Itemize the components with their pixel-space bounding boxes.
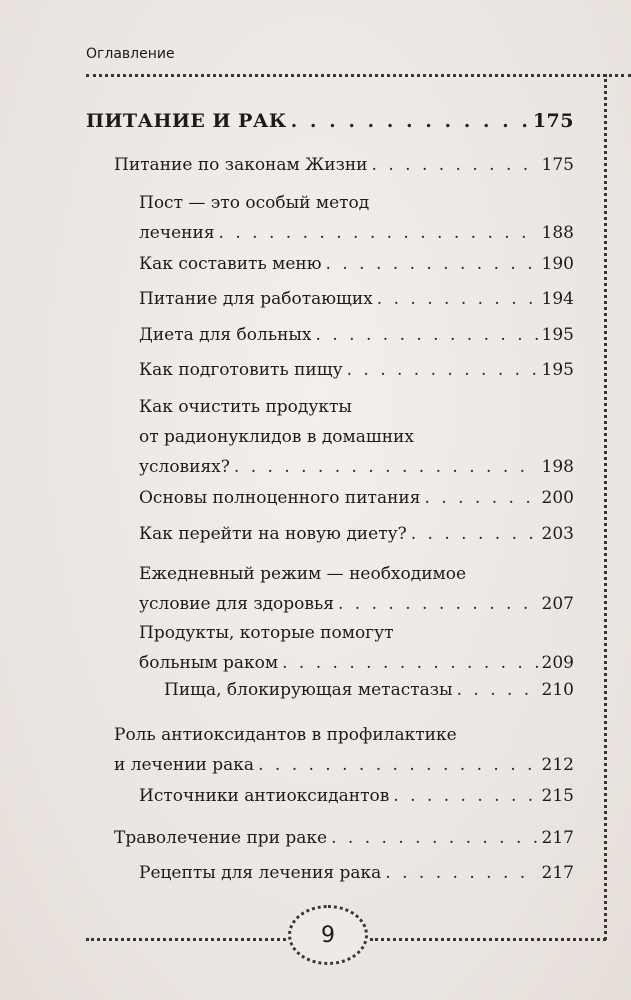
toc-entry-title: Как перейти на новую диету? — [139, 524, 407, 544]
toc-entry[interactable] — [139, 320, 574, 350]
dot-leader — [372, 150, 538, 180]
toc-entry[interactable] — [114, 720, 574, 780]
toc-entry-chapter[interactable] — [86, 106, 574, 136]
toc-entry[interactable] — [139, 781, 574, 811]
toc-entry[interactable] — [139, 858, 574, 888]
toc-entry-title-line: Как очистить продукты — [139, 397, 352, 417]
toc-entry-title: лечения — [139, 223, 215, 243]
toc-entry-title: и лечении рака — [114, 755, 255, 775]
toc-entry[interactable] — [139, 392, 574, 482]
toc-entry-title: условиях? — [139, 457, 230, 477]
dot-leader — [282, 648, 537, 678]
toc-entry-title-line: Ежедневный режим — необходимое — [139, 564, 467, 584]
toc-entry-title: ПИТАНИЕ И РАК — [86, 110, 287, 132]
dot-leader — [457, 675, 538, 705]
toc-entry-page: 195 — [541, 325, 574, 345]
toc-entry-title-line: Продукты, которые помогут — [139, 623, 394, 643]
dot-leader — [234, 452, 538, 482]
toc-entry-title: Рецепты для лечения рака — [139, 863, 382, 883]
dotted-frame-right — [604, 74, 607, 940]
toc-entry-page: 203 — [541, 524, 574, 544]
toc-entry-page: 198 — [541, 457, 574, 477]
dotted-frame-bottom-left — [86, 938, 286, 941]
section-label: Оглавление — [86, 46, 175, 62]
toc-entry-title: условие для здоровья — [139, 594, 334, 614]
toc-entry-title-line: Пост — это особый метод — [139, 193, 370, 213]
toc-entry[interactable] — [139, 249, 574, 279]
toc-entry-page: 175 — [541, 155, 574, 175]
toc-entry-page: 195 — [541, 360, 574, 380]
dot-leader — [377, 284, 538, 314]
dot-leader — [219, 218, 538, 248]
dot-leader — [393, 781, 537, 811]
toc-entry-page: 200 — [541, 488, 574, 508]
toc-entry-page: 175 — [532, 110, 574, 132]
dot-leader — [411, 519, 538, 549]
toc-entry-title: Основы полноценного питания — [139, 488, 421, 508]
toc-entry[interactable] — [139, 483, 574, 513]
dot-leader — [258, 750, 537, 780]
toc-entry[interactable] — [139, 618, 574, 678]
toc-entry-page: 217 — [541, 828, 574, 848]
toc-entry-page: 194 — [541, 289, 574, 309]
toc-entry-page: 210 — [541, 680, 574, 700]
dotted-frame-top — [86, 74, 631, 77]
toc-entry[interactable] — [139, 519, 574, 549]
toc-entry-title: Траволечение при раке — [114, 828, 328, 848]
dot-leader — [424, 483, 537, 513]
toc-entry-title: Источники антиоксидантов — [139, 786, 390, 806]
dot-leader — [316, 320, 538, 350]
dot-leader — [291, 106, 529, 136]
toc-entry[interactable] — [139, 559, 574, 619]
dot-leader — [338, 589, 538, 619]
dot-leader — [331, 823, 537, 853]
toc-entry[interactable] — [139, 284, 574, 314]
toc-entry[interactable] — [114, 823, 574, 853]
toc-entry-page: 209 — [541, 653, 574, 673]
toc-entry-title-line: от радионуклидов в домашних — [139, 427, 414, 447]
toc-entry-title: Питание по законам Жизни — [114, 155, 368, 175]
toc-entry-page: 188 — [541, 223, 574, 243]
toc-entry[interactable] — [139, 355, 574, 385]
toc-entry[interactable] — [139, 188, 574, 248]
toc-entry-title: больным раком — [139, 653, 279, 673]
toc-entry[interactable] — [164, 675, 574, 705]
page-number: 9 — [321, 922, 335, 948]
page-number-badge — [288, 905, 368, 965]
toc-entry-page: 190 — [541, 254, 574, 274]
toc-entry-page: 215 — [541, 786, 574, 806]
dot-leader — [385, 858, 537, 888]
toc-entry-title: Как составить меню — [139, 254, 322, 274]
toc-entry-title: Пища, блокирующая метастазы — [164, 680, 453, 700]
toc-entry-title-line: Роль антиоксидантов в профилактике — [114, 725, 457, 745]
dotted-frame-bottom-right — [370, 938, 606, 941]
dot-leader — [326, 249, 538, 279]
toc-entry-title: Питание для работающих — [139, 289, 373, 309]
toc-entry-title: Диета для больных — [139, 325, 312, 345]
dot-leader — [347, 355, 538, 385]
toc-entry-title: Как подготовить пищу — [139, 360, 343, 380]
toc-entry-page: 212 — [541, 755, 574, 775]
toc-entry-page: 207 — [541, 594, 574, 614]
toc-entry[interactable] — [114, 150, 574, 180]
toc-entry-page: 217 — [541, 863, 574, 883]
